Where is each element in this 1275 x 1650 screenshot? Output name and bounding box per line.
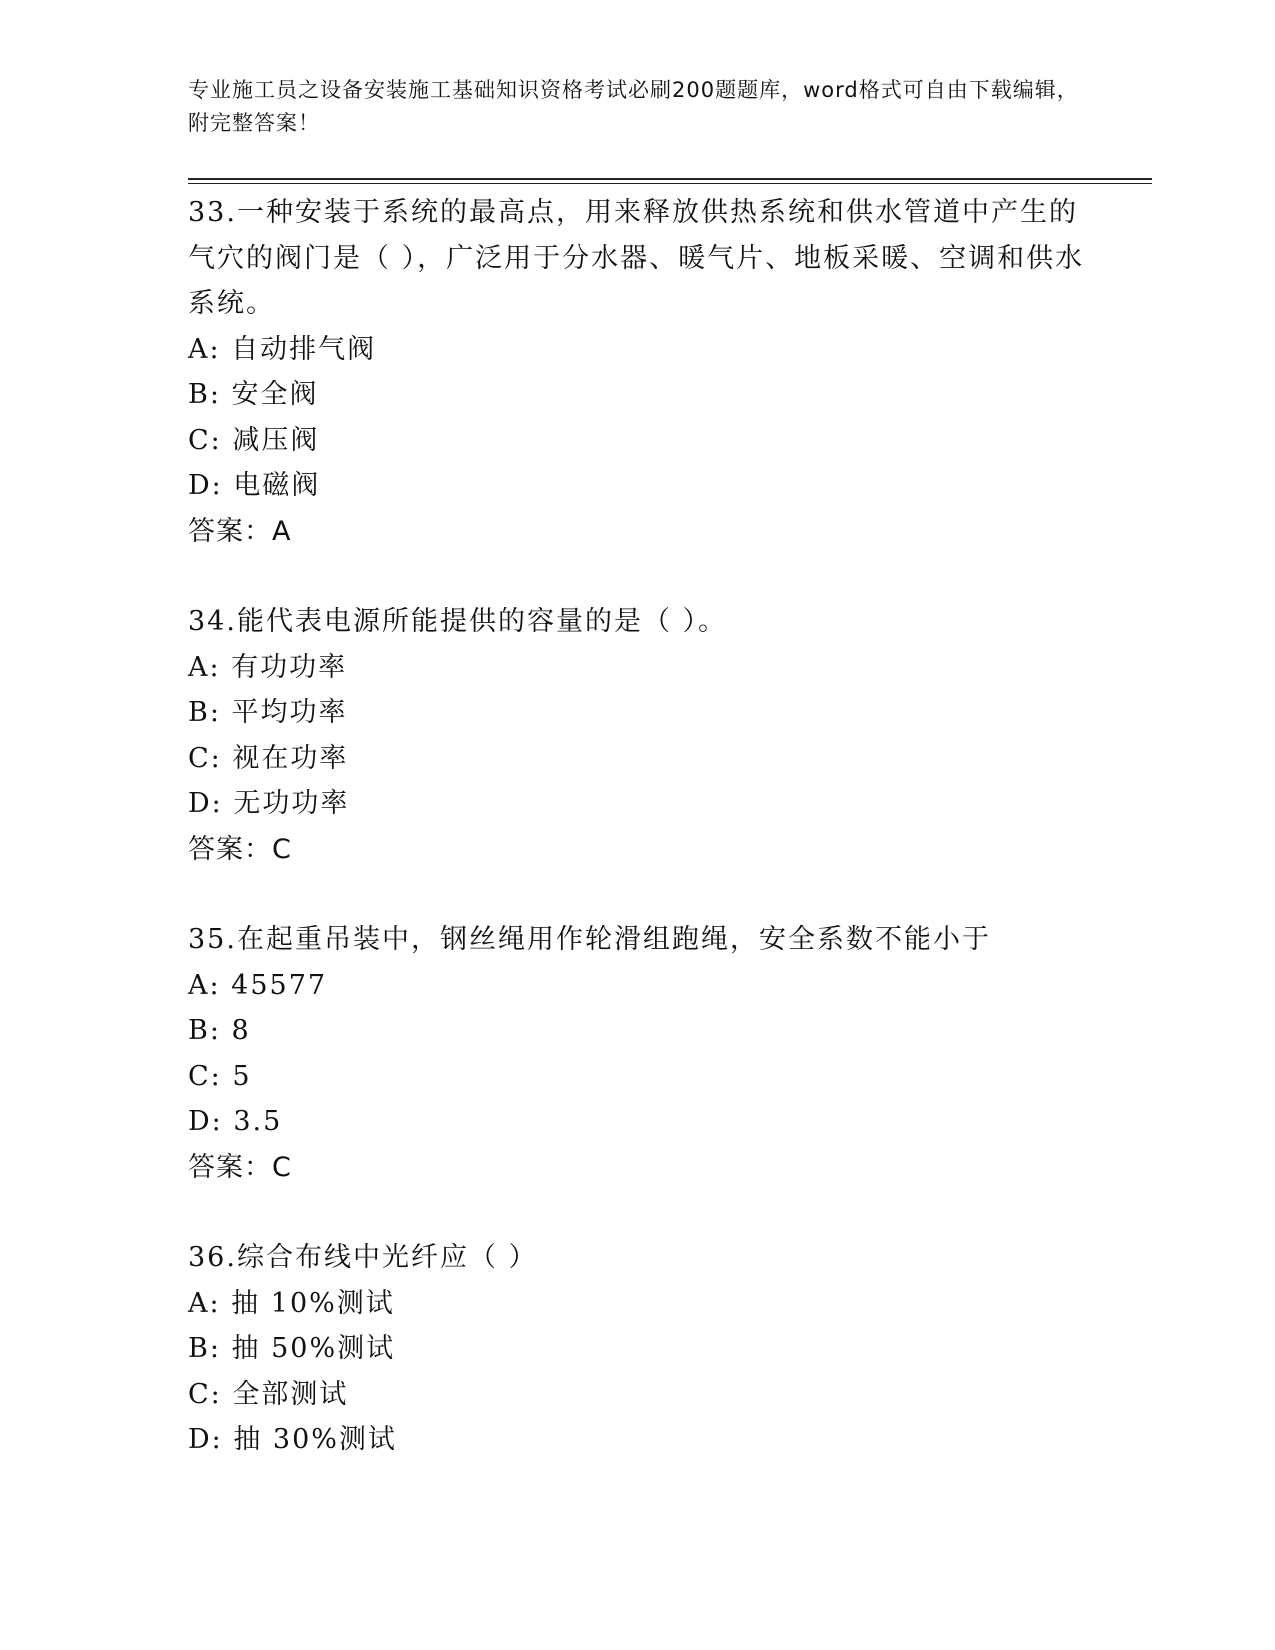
- question-text: 35.在起重吊装中，钢丝绳用作轮滑组跑绳，安全系数不能小于: [188, 924, 991, 955]
- answer: 答案：A: [188, 515, 292, 547]
- option-d: D: 无功功率: [188, 788, 350, 819]
- question-text: 34.能代表电源所能提供的容量的是（ ）。: [188, 606, 728, 637]
- option-a: A: 抽 10%测试: [188, 1287, 395, 1319]
- question-35: [188, 917, 1088, 1190]
- option-a: A: 自动排气阀: [188, 333, 377, 365]
- option-b: B: 平均功率: [188, 697, 348, 728]
- header-divider-thin: [188, 183, 1152, 184]
- question-text: 36.综合布线中光纤应（ ）: [188, 1242, 538, 1273]
- option-d: D: 抽 30%测试: [188, 1424, 397, 1455]
- option-b: B: 8: [188, 1015, 251, 1046]
- option-b: B: 抽 50%测试: [188, 1333, 396, 1364]
- option-d: D: 电磁阀: [188, 470, 321, 501]
- option-c: C: 减压阀: [188, 424, 320, 456]
- answer: 答案：C: [188, 833, 292, 865]
- question-33: [188, 190, 1088, 554]
- question-text: 33.一种安装于系统的最高点，用来释放供热系统和供水管道中产生的气穴的阀门是（ ），广泛用于分水器、暖气片、地板采暖、空调和供水系统。: [188, 197, 1085, 319]
- option-c: C: 全部测试: [188, 1378, 349, 1410]
- header-divider-thick: [188, 178, 1152, 180]
- option-c: C: 5: [188, 1060, 252, 1092]
- option-a: A: 45577: [188, 969, 328, 1001]
- question-36: [188, 1235, 1088, 1463]
- question-34: [188, 599, 1088, 872]
- document-header: 专业施工员之设备安装施工基础知识资格考试必刷200题题库，word格式可自由下载编辑，附完整答案！: [188, 78, 1079, 135]
- answer: 答案：C: [188, 1151, 292, 1183]
- option-a: A: 有功功率: [188, 651, 348, 683]
- option-d: D: 3.5: [188, 1106, 283, 1137]
- question-list: [188, 190, 1088, 1508]
- option-c: C: 视在功率: [188, 742, 349, 774]
- option-b: B: 安全阀: [188, 379, 319, 410]
